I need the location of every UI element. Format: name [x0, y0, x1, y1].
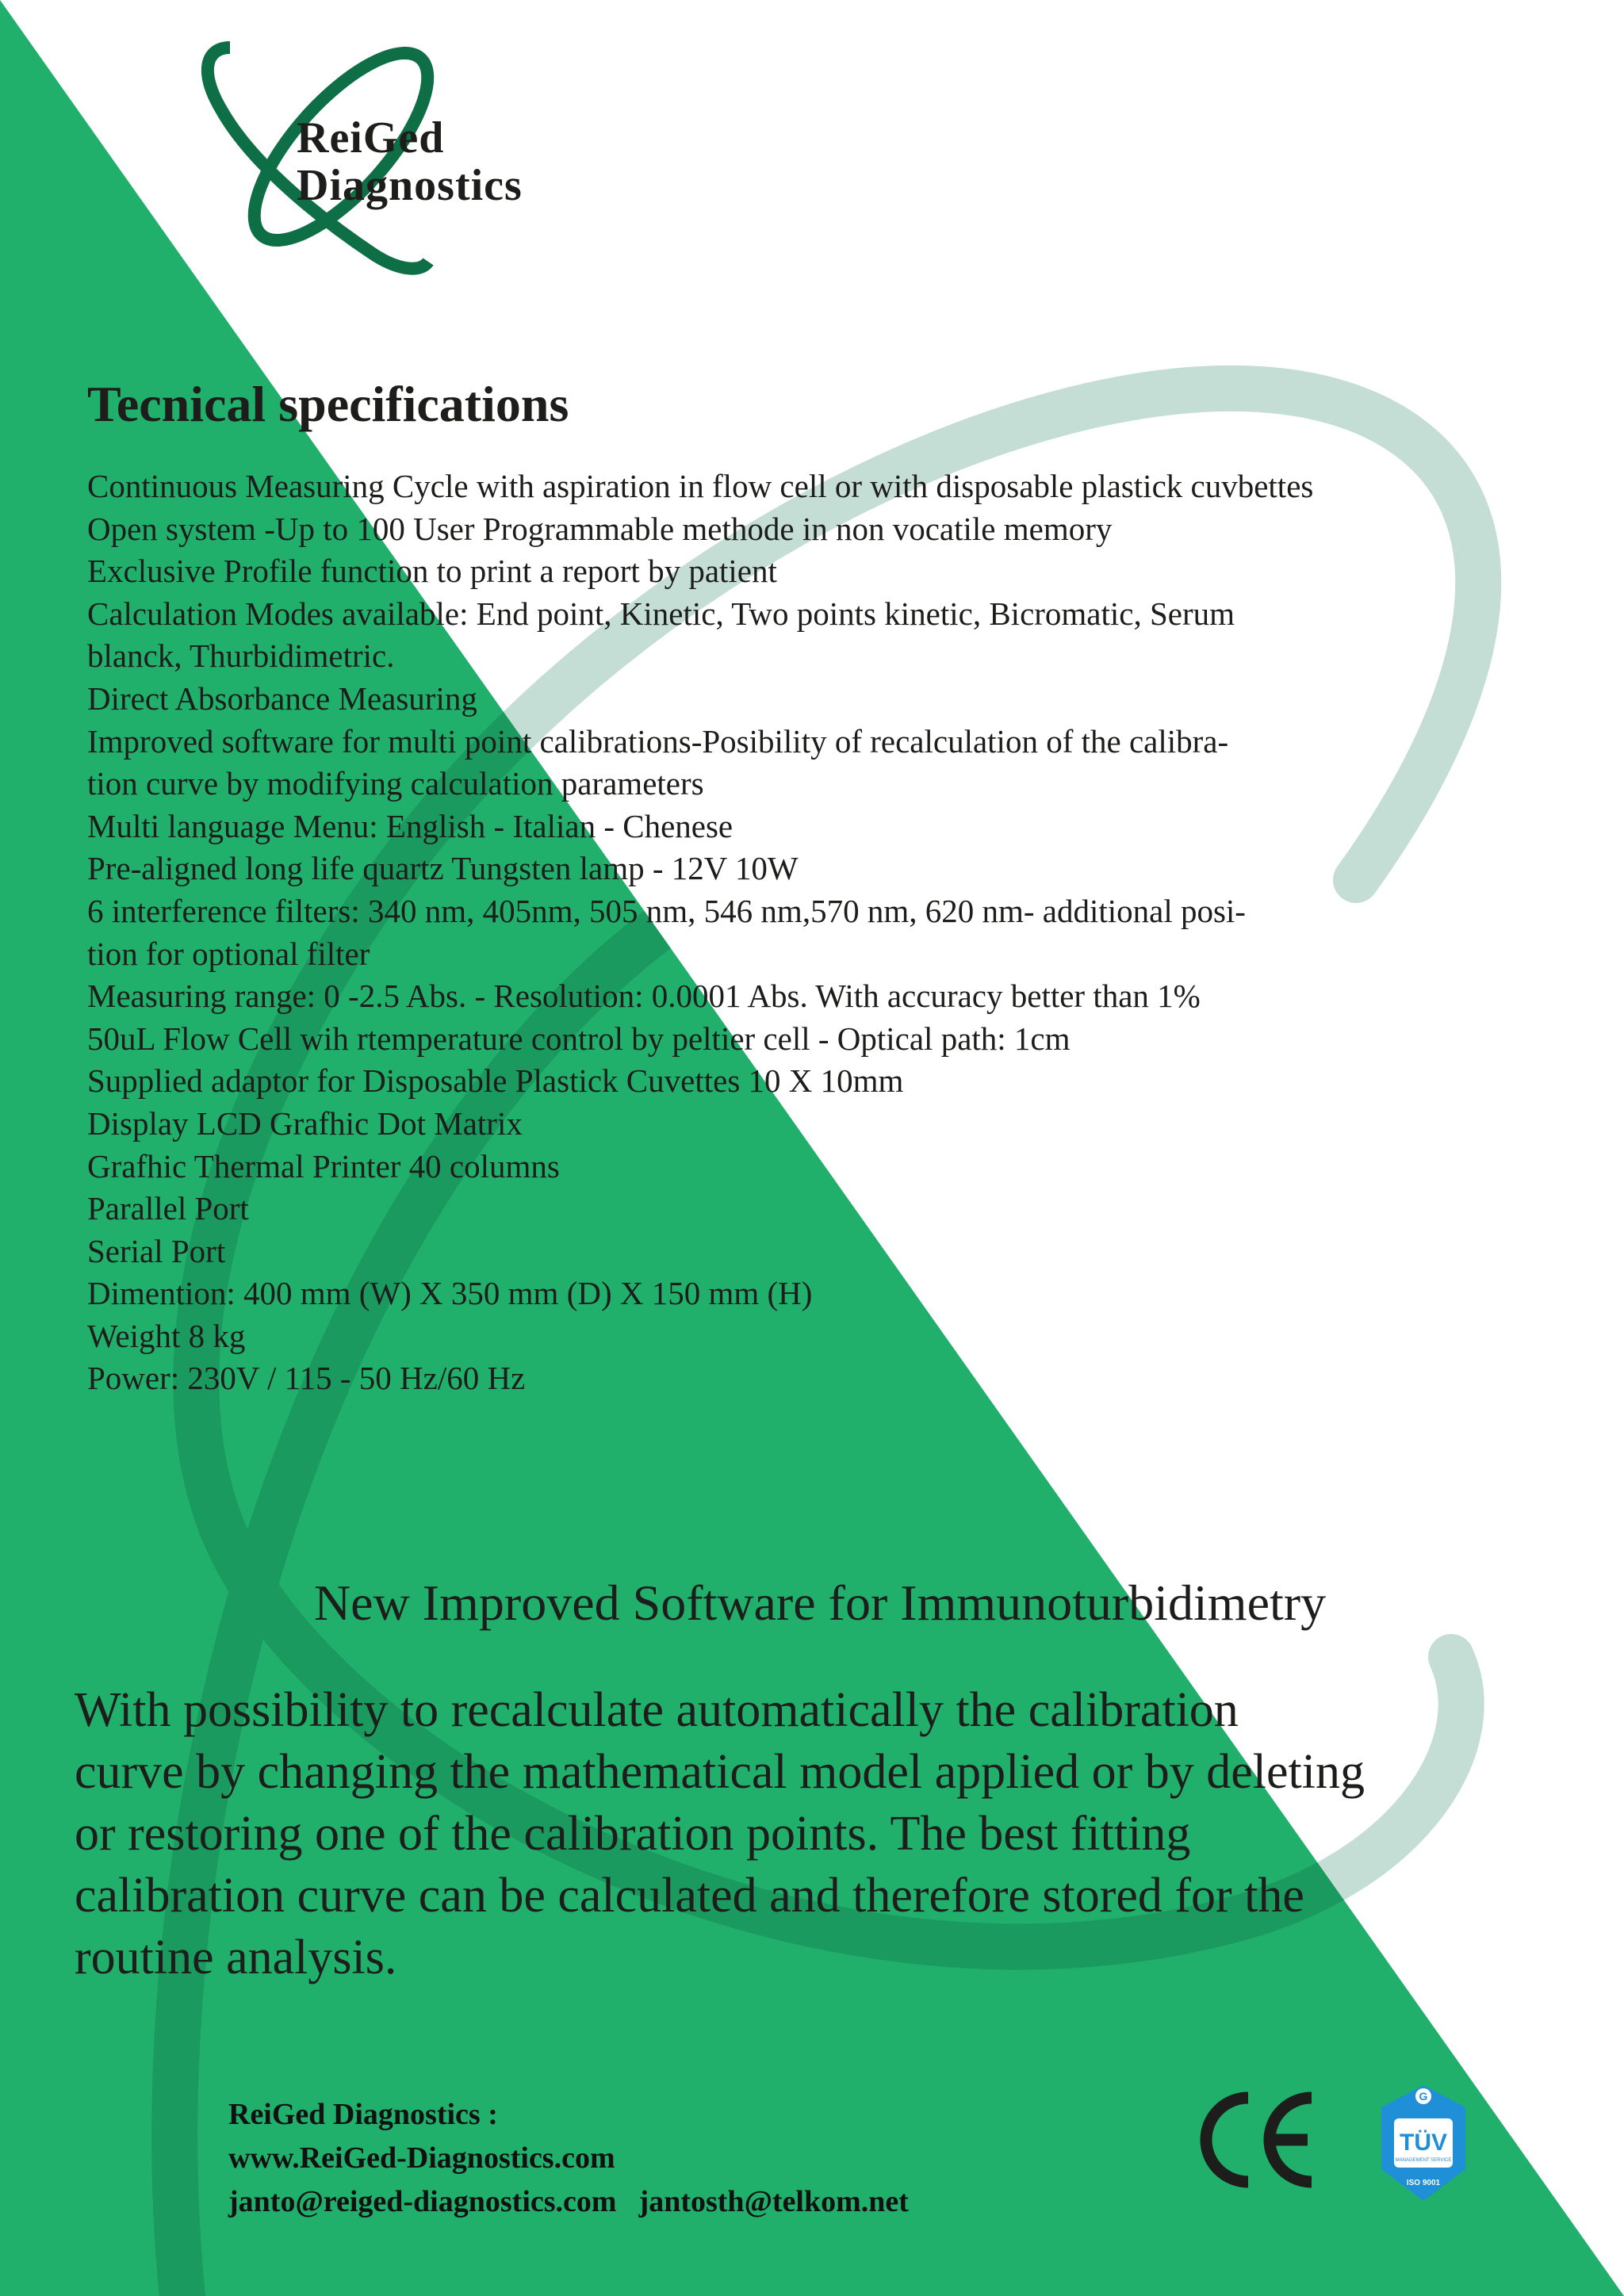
- spec-line: Exclusive Profile function to print a report by patient: [87, 553, 777, 590]
- tuv-label: TÜV: [1400, 2130, 1447, 2156]
- specs-title: Tecnical specifications: [87, 376, 569, 432]
- spec-line: Parallel Port: [87, 1190, 249, 1227]
- spec-line: Supplied adaptor for Disposable Plastick Cuvettes 10 X 10mm: [87, 1062, 904, 1100]
- tuv-iso-badge-icon: [1372, 2080, 1475, 2207]
- software-description: [75, 1679, 1605, 1988]
- description-line: calibration curve can be calculated and therefore stored for the: [75, 1869, 1304, 1923]
- contact-email-link[interactable]: janto@reiged-diagnostics.com: [228, 2185, 617, 2218]
- spec-line: Grafhic Thermal Printer 40 columns: [87, 1147, 560, 1184]
- contact-website-link[interactable]: www.ReiGed-Diagnostics.com: [228, 2141, 615, 2175]
- software-title: New Improved Software for Immunoturbidimetry: [313, 1575, 1327, 1631]
- svg-text:G: G: [1419, 2090, 1428, 2103]
- tuv-sub-label: MANAGEMENT SERVICE: [1395, 2158, 1452, 2163]
- logo-text-reiged: ReiGed: [297, 113, 445, 163]
- spec-line: Measuring range: 0 -2.5 Abs. - Resolution: 0.0001 Abs. With accuracy better than 1%: [87, 978, 1201, 1015]
- description-line: With possibility to recalculate automatically the calibration: [75, 1683, 1239, 1737]
- spec-line: Dimention: 400 mm (W) X 350 mm (D) X 150 mm (H): [87, 1275, 813, 1312]
- spec-line: Power: 230V / 115 - 50 Hz/60 Hz: [87, 1360, 526, 1397]
- spec-line: Open system -Up to 100 User Programmable methode in non vocatile memory: [87, 510, 1113, 547]
- contact-company: ReiGed Diagnostics :: [228, 2098, 498, 2131]
- spec-line: 50uL Flow Cell wih rtemperature control by peltier cell - Optical path: 1cm: [87, 1020, 1071, 1057]
- spec-line: tion for optional filter: [87, 935, 370, 972]
- description-line: curve by changing the mathematical model applied or by deleting: [75, 1745, 1365, 1799]
- spec-line: Continuous Measuring Cycle with aspiration in flow cell or with disposable plastick cuvbettes: [87, 468, 1314, 504]
- iso-label: ISO 9001: [1406, 2179, 1441, 2187]
- spec-line: Weight 8 kg: [87, 1317, 246, 1354]
- contact-emails: [228, 2180, 909, 2224]
- spec-line: tion curve by modifying calculation parameters: [87, 765, 704, 802]
- ce-mark-label: CE: [1193, 2088, 1194, 2089]
- logo-text-diagnostics: Diagnostics: [297, 161, 523, 210]
- spec-line: Calculation Modes available: End point, Kinetic, Two points kinetic, Bicromatic, Serum: [87, 595, 1235, 632]
- spec-line: Improved software for multi point calibrations-Posibility of recalculation of the calibra-: [87, 722, 1229, 760]
- spec-line: Serial Port: [87, 1232, 226, 1269]
- ce-mark-icon: [1193, 2088, 1320, 2191]
- spec-line: blanck, Thurbidimetric.: [87, 637, 395, 675]
- spec-line: 6 interference filters: 340 nm, 405nm, 505 nm, 546 nm,570 nm, 620 nm- additional posi-: [87, 892, 1246, 929]
- contact-email-link[interactable]: jantosth@telkom.net: [638, 2185, 909, 2218]
- specs-list: [87, 465, 1594, 1400]
- spec-line: Display LCD Grafhic Dot Matrix: [87, 1104, 523, 1142]
- contact-block: [228, 2093, 909, 2224]
- spec-line: Direct Absorbance Measuring: [87, 679, 477, 717]
- spec-line: Multi language Menu: English - Italian - Chenese: [87, 807, 733, 844]
- description-line: or restoring one of the calibration points. The best fitting: [75, 1807, 1191, 1861]
- description-line: routine analysis.: [75, 1931, 397, 1984]
- software-title-row: [0, 1571, 1624, 1635]
- spec-line: Pre-aligned long life quartz Tungsten lamp - 12V 10W: [87, 850, 799, 887]
